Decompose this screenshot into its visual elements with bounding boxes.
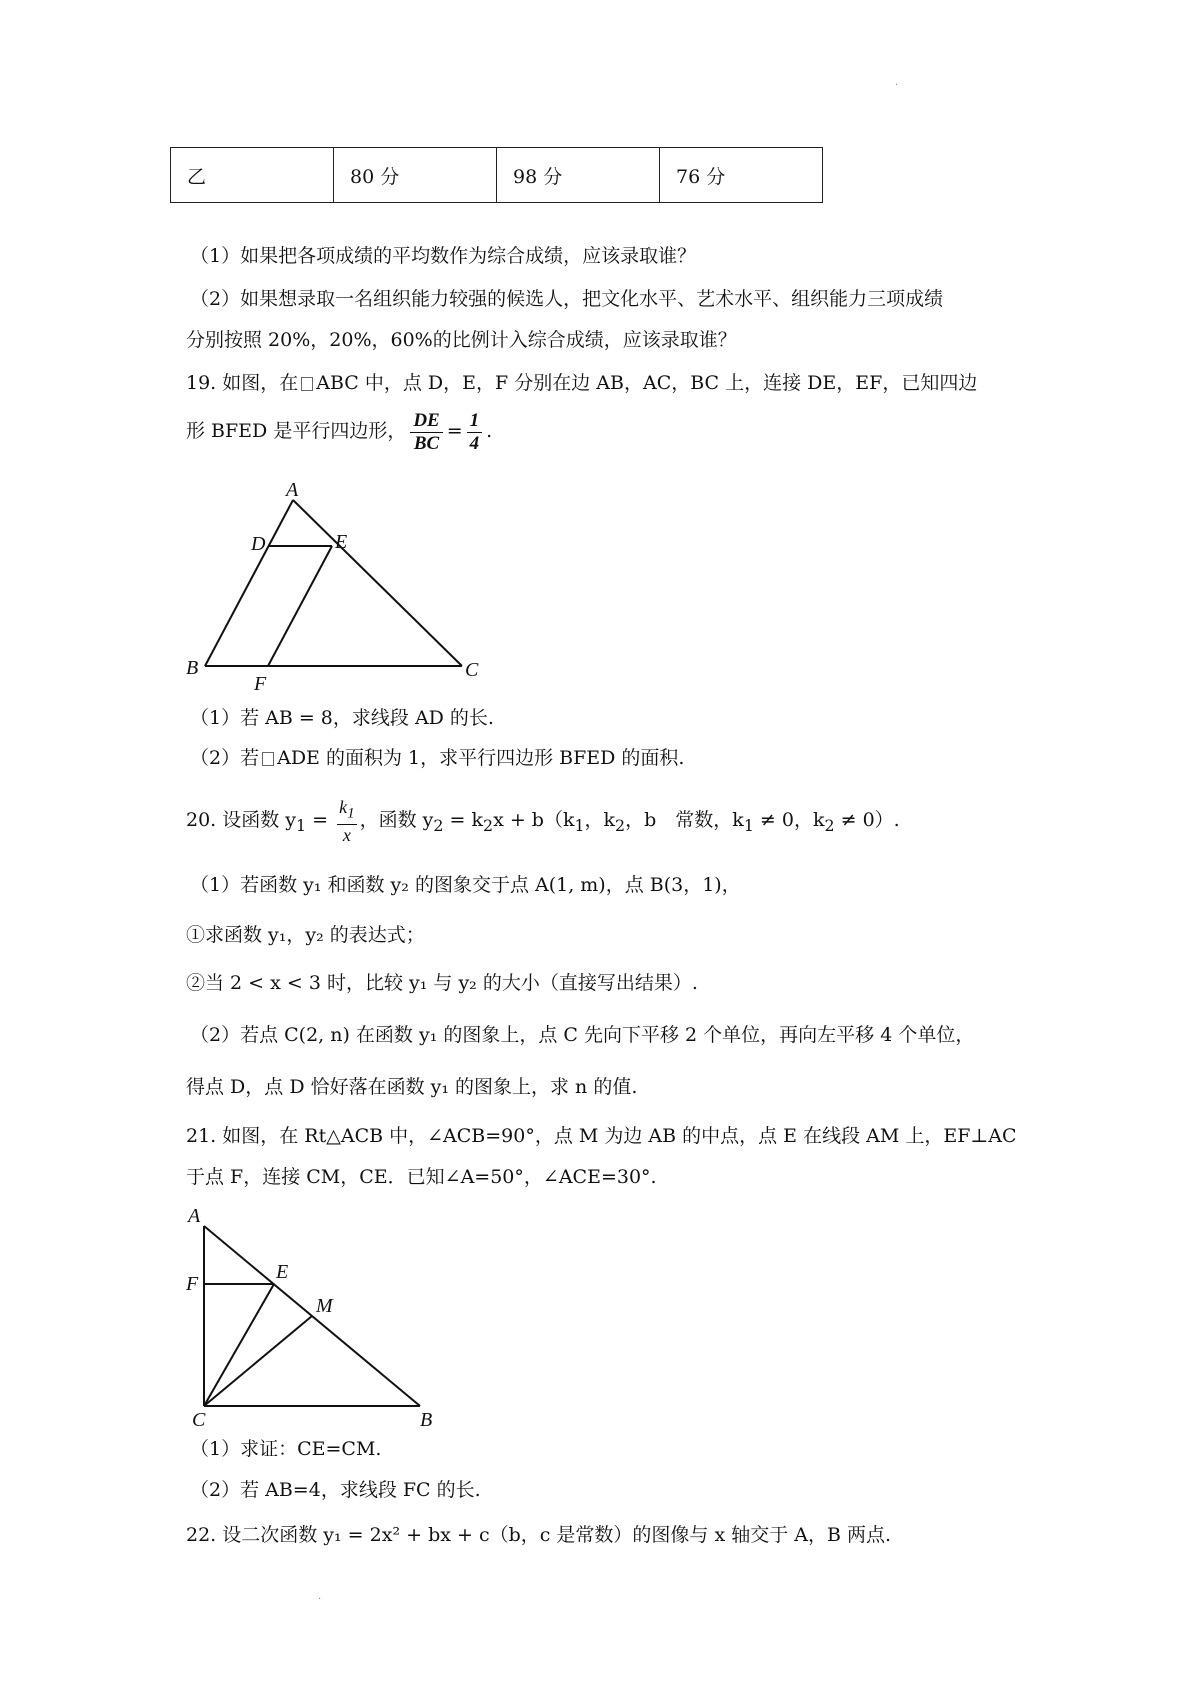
subscript: 2 — [824, 815, 835, 835]
q20-text-c: = k — [443, 809, 483, 831]
q19-triangle-figure — [180, 478, 500, 693]
label-d: D — [251, 533, 266, 555]
q21-stem-line2: 于点 F，连接 CM，CE．已知∠A=50°，∠ACE=30°. — [186, 1166, 657, 1188]
q20-text-e: ，k — [584, 809, 616, 831]
k-symbol: k — [339, 797, 348, 818]
q19-part2-text: ADE 的面积为 1，求平行四边形 BFED 的面积. — [277, 747, 685, 769]
q18-part2-line1: （2）如果想录取一名组织能力较强的候选人，把文化水平、艺术水平、组织能力三项成绩 — [190, 288, 944, 310]
table-cell-culture: 80 分 — [334, 148, 497, 203]
segment-ab — [205, 500, 293, 666]
table-row — [171, 148, 823, 203]
q19-stem-line1 — [186, 370, 1046, 396]
subscript: 2 — [482, 815, 494, 835]
label-b: B — [420, 1409, 433, 1428]
label-c: C — [465, 659, 479, 681]
label-e: E — [335, 531, 348, 553]
period: . — [486, 420, 493, 442]
fraction-numerator — [337, 797, 357, 825]
q22-stem: 22. 设二次函数 y₁ = 2x² + bx + c（b，c 是常数）的图像与 x 轴交于 A，B 两点. — [186, 1524, 892, 1546]
table-cell-candidate: 乙 — [171, 148, 334, 203]
q20-text-a: 20. 设函数 y — [186, 809, 297, 831]
ratio-value-numerator: 1 — [467, 410, 483, 433]
subscript: 1 — [296, 815, 307, 835]
q18-part1: （1）如果把各项成绩的平均数作为综合成绩，应该录取谁？ — [190, 245, 697, 267]
label-f: F — [186, 1273, 199, 1295]
score-table — [170, 147, 823, 203]
q20-text-h: ≠ 0）. — [834, 809, 900, 831]
q20-part1: （1）若函数 y₁ 和函数 y₂ 的图象交于点 A(1, m)，点 B(3，1)， — [190, 874, 741, 896]
label-f: F — [254, 673, 267, 693]
fraction-denominator: x — [342, 824, 351, 845]
subscript: 1 — [574, 815, 585, 835]
corner-mark: · — [895, 80, 899, 91]
ratio-denominator: BC — [413, 432, 440, 454]
q20-text-b: ，函数 y — [359, 809, 434, 831]
q20-stem — [186, 793, 1046, 847]
subscript: 2 — [433, 815, 444, 835]
q21-part1: （1）求证：CE=CM. — [190, 1438, 382, 1460]
q20-text-d: x + b（k — [493, 809, 575, 831]
q19-stem-text: ABC 中，点 D，E，F 分别在边 AB，AC，BC 上，连接 DE，EF，已知四边 — [316, 372, 978, 394]
q19-number-text: 19. 如图，在 — [186, 372, 299, 394]
q20-text-f: ，b 常数，k — [625, 809, 744, 831]
q18-part2-line2: 分别按照 20%，20%，60%的比例计入综合成绩，应该录取谁？ — [186, 329, 737, 351]
label-e: E — [276, 1261, 289, 1283]
table-cell-art: 98 分 — [497, 148, 660, 203]
q20-part1-item2: ②当 2 < x < 3 时，比较 y₁ 与 y₂ 的大小（直接写出结果）. — [186, 972, 698, 994]
subscript: 1 — [347, 805, 355, 822]
equals-sign: = — [306, 809, 335, 831]
q19-part1: （1）若 AB = 8，求线段 AD 的长. — [190, 707, 494, 729]
triangle-symbol-box — [301, 377, 313, 391]
ratio-value-fraction — [467, 410, 483, 455]
q21-stem-line1: 21. 如图，在 Rt△ACB 中，∠ACB=90°，点 M 为边 AB 的中点，点 E 在线段 AM 上，EF⊥AC — [186, 1125, 1017, 1147]
table-cell-organization: 76 分 — [660, 148, 823, 203]
subscript: 1 — [743, 815, 754, 835]
ratio-fraction — [410, 410, 442, 455]
ratio-value-denominator: 4 — [469, 432, 480, 454]
label-a: A — [286, 479, 299, 501]
q19-part2 — [190, 745, 1050, 771]
q19-stem-line2 — [186, 405, 1046, 457]
label-b: B — [186, 657, 199, 679]
segment-ac — [293, 500, 462, 666]
segment-ce — [204, 1284, 274, 1406]
k1-over-x-fraction — [337, 797, 357, 845]
segment-cm — [204, 1316, 312, 1406]
subscript: 2 — [615, 815, 626, 835]
equals-sign: = — [446, 420, 463, 442]
q21-right-triangle-figure — [180, 1208, 440, 1428]
label-m: M — [316, 1295, 333, 1317]
q21-part2: （2）若 AB=4，求线段 FC 的长. — [190, 1479, 481, 1501]
ratio-numerator: DE — [410, 410, 442, 433]
triangle-symbol-box — [262, 752, 274, 766]
q20-part1-item1: ①求函数 y₁，y₂ 的表达式； — [186, 924, 425, 946]
q19-stem-text2: 形 BFED 是平行四边形， — [186, 420, 407, 442]
label-a: A — [188, 1208, 201, 1227]
segment-ef — [268, 546, 332, 666]
q20-text-g: ≠ 0，k — [753, 809, 825, 831]
label-c: C — [192, 1409, 206, 1428]
q20-part2-line2: 得点 D，点 D 恰好落在函数 y₁ 的图象上，求 n 的值. — [186, 1076, 638, 1098]
q20-part2-line1: （2）若点 C(2, n) 在函数 y₁ 的图象上，点 C 先向下平移 2 个单位，再向左平移 4 个单位， — [190, 1024, 975, 1046]
q19-part2-prefix: （2）若 — [190, 747, 260, 769]
footer-mark: · — [318, 1594, 322, 1605]
